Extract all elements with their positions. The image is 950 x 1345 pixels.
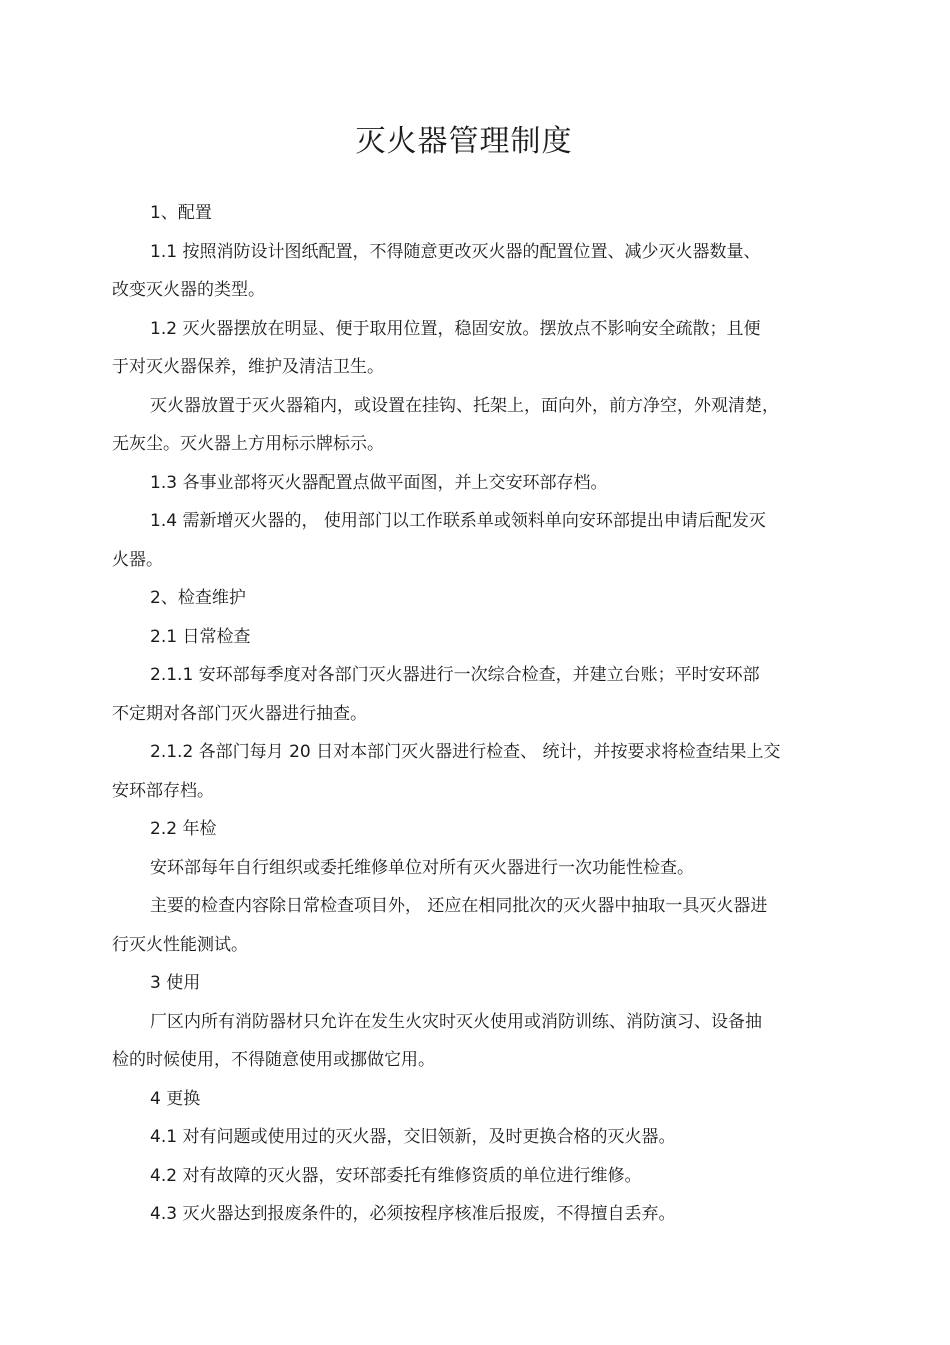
text-line: 灭火器放置于灭火器箱内，或设置在挂钩、托架上，面向外，前方净空，外观清楚，: [150, 395, 779, 416]
text-line: 4.3 灭火器达到报废条件的，必须按程序核准后报废，不得擅自丢弃。: [150, 1204, 676, 1224]
text-line: 主要的检查内容除日常检查项目外， 还应在相同批次的灭火器中抽取一具灭火器进: [150, 896, 768, 916]
text-line: 厂区内所有消防器材只允许在发生火灾时灭火使用或消防训练、消防演习、设备抽: [150, 1011, 762, 1032]
text-line: 不定期对各部门灭火器进行抽查。: [112, 703, 367, 724]
text-line: 火器。: [112, 549, 163, 570]
text-line: 1.1 按照消防设计图纸配置，不得随意更改灭火器的配置位置、减少灭火器数量、: [150, 241, 761, 262]
document-body: [112, 194, 832, 1234]
text-line: 3 使用: [150, 973, 201, 993]
text-line: 1.3 各事业部将灭火器配置点做平面图，并上交安环部存档。: [150, 472, 608, 493]
text-line: 4.1 对有问题或使用过的灭火器，交旧领新，及时更换合格的灭火器。: [150, 1127, 676, 1147]
text-line: 1、配置: [150, 203, 212, 223]
document-title: 灭火器管理制度: [355, 124, 573, 159]
text-line: 2.2 年检: [150, 819, 217, 839]
text-line: 安环部每年自行组织或委托维修单位对所有灭火器进行一次功能性检查。: [150, 857, 694, 878]
text-line: 2.1.1 安环部每季度对各部门灭火器进行一次综合检查，并建立台账；平时安环部: [150, 665, 760, 685]
text-line: 无灰尘。灭火器上方用标示牌标示。: [112, 434, 384, 454]
text-line: 于对灭火器保养，维护及清洁卫生。: [112, 357, 384, 377]
text-line: 1.2 灭火器摆放在明显、便于取用位置，稳固安放。摆放点不影响安全疏散；且便: [150, 318, 761, 339]
text-line: 安环部存档。: [112, 780, 214, 801]
text-line: 行灭火性能测试。: [112, 934, 248, 955]
text-line: 2.1 日常检查: [150, 626, 251, 647]
text-line: 改变灭火器的类型。: [112, 280, 265, 300]
text-line: 4 更换: [150, 1088, 201, 1109]
text-line: 检的时候使用，不得随意使用或挪做它用。: [112, 1050, 435, 1070]
text-line: 2.1.2 各部门每月 20 日对本部门灭火器进行检查、 统计，并按要求将检查结果上交: [150, 742, 781, 762]
text-line: 1.4 需新增灭火器的， 使用部门以工作联系单或领料单向安环部提出申请后配发灭: [150, 511, 766, 531]
text-line: 2、检查维护: [150, 588, 246, 608]
text-line: 4.2 对有故障的灭火器，安环部委托有维修资质的单位进行维修。: [150, 1165, 642, 1186]
